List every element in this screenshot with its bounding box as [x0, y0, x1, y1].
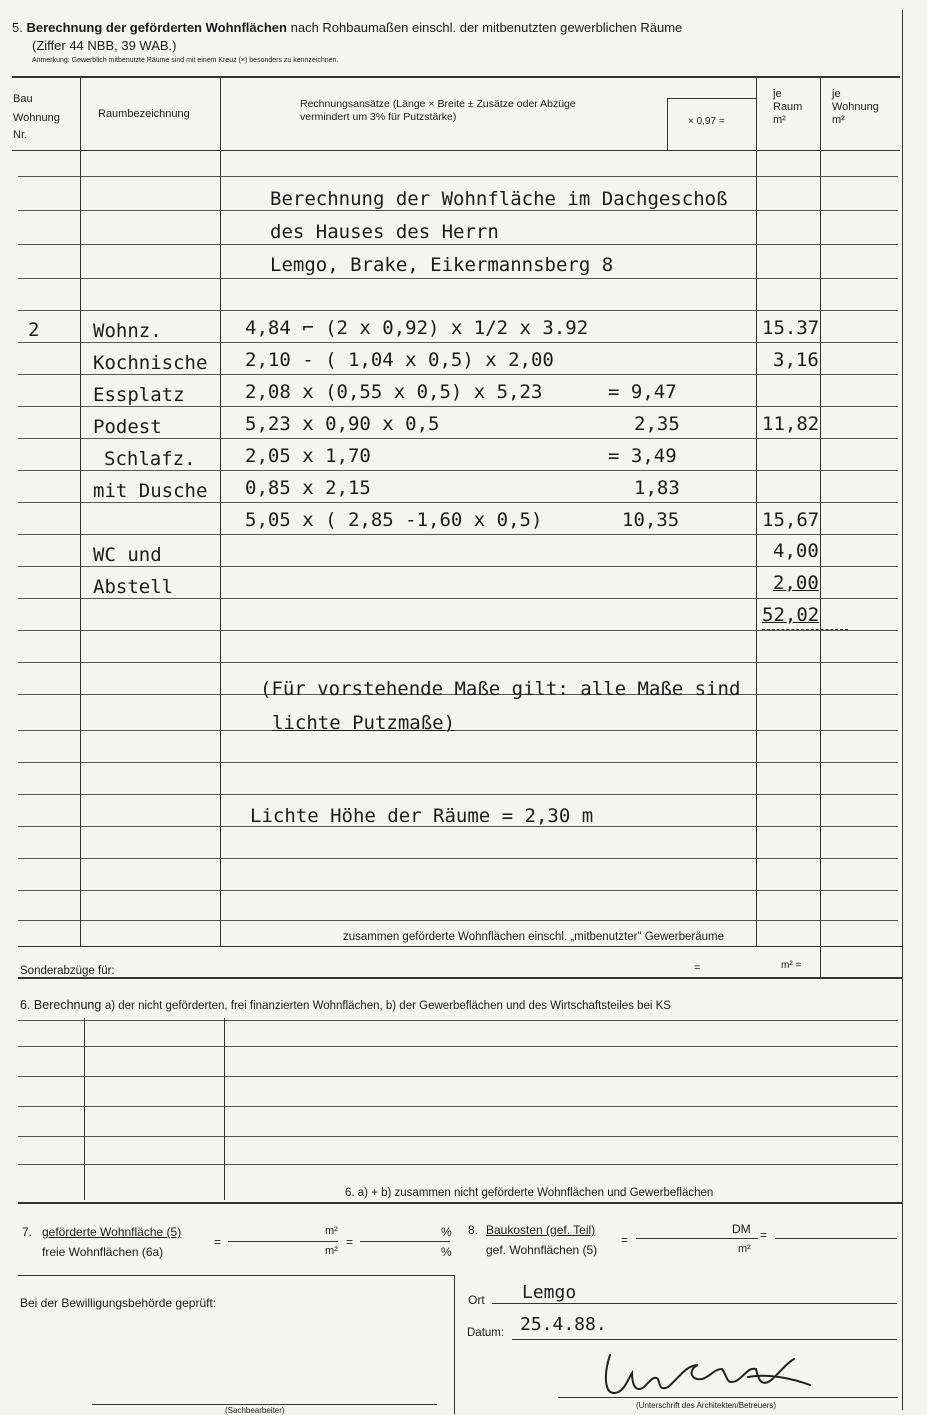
table-row-raum: 15,67: [762, 509, 820, 531]
heading-line2: des Hauses des Herrn: [270, 221, 499, 243]
table-row-room: Abstell: [93, 576, 174, 598]
table-row-line: [18, 730, 898, 731]
section7-eq2: =: [346, 1235, 354, 1249]
sachbearbeiter-label: (Sachbearbeiter): [225, 1406, 285, 1415]
table-row-line: [18, 858, 898, 859]
col-header-je-raum-line3: m²: [773, 114, 786, 126]
ort-label: Ort: [468, 1293, 485, 1307]
table-row-line: [18, 630, 898, 631]
col-header-je-raum-line1: je: [773, 88, 782, 100]
section7-m2-top: m²: [325, 1225, 338, 1237]
table-row-line: [18, 342, 898, 343]
table-bottom-line: [18, 946, 902, 947]
table-row-room: Kochnische: [93, 352, 208, 374]
table-row-raum: 11,82: [762, 413, 820, 435]
datum-value: 25.4.88.: [520, 1314, 607, 1335]
page-right-edge: [902, 10, 903, 1410]
section7-pct-top: %: [441, 1225, 452, 1239]
table-row-room: WC und: [93, 544, 162, 566]
table-row-line: [18, 470, 898, 471]
signature-line: [558, 1397, 898, 1398]
section7-pct-bottom: %: [441, 1245, 452, 1259]
ort-line: [492, 1303, 897, 1304]
section5-note: Anmerkung: Gewerblich mitbenutzte Räume sind mit einem Kreuz (×) besonders zu kennzeichnen.: [32, 57, 339, 64]
section6-row-line: [18, 1136, 898, 1137]
total-double-underline: [762, 629, 848, 630]
table-row-calc: 4,84 ⌐ (2 x 0,92) x 1/2 x 3.92: [245, 317, 589, 339]
table-row-line: [18, 890, 898, 891]
section7-fraction-line2: [360, 1241, 450, 1242]
col-divider-raum: [220, 78, 221, 946]
section8-line1: Baukosten (gef. Teil): [486, 1223, 596, 1237]
notes-line1: (Für vorstehende Maße gilt: alle Maße sind: [260, 678, 741, 700]
table-row-raum: 4,00: [773, 540, 819, 562]
col-header-bau-line1: Bau: [13, 93, 33, 105]
section6-row-line: [18, 1164, 898, 1165]
table-row-calc: 5,05 x ( 2,85 -1,60 x 0,5): [245, 509, 543, 531]
col-header-bau-line3: Nr.: [13, 129, 28, 141]
table-row-raum: 3,16: [773, 349, 819, 371]
col-divider-je-raum: [820, 78, 821, 978]
table-row-room: Podest: [93, 416, 162, 438]
section6-row-line: [18, 1020, 898, 1021]
col-header-je-raum: [773, 88, 802, 127]
table-row-sub: = 9,47: [608, 381, 677, 403]
total-raum: 52,02: [762, 604, 820, 626]
heading-line3: Lemgo, Brake, Eikermannsberg 8: [270, 254, 614, 276]
heading-line1: Berechnung der Wohnfläche im Dachgeschoß: [270, 188, 728, 210]
unterschrift-label: (Unterschrift des Architekten/Betreuers): [636, 1401, 777, 1410]
table-row-line: [18, 598, 898, 599]
table-row-line: [18, 794, 898, 795]
col-header-je-wohnung: [832, 88, 879, 127]
section6-row-line: [18, 1046, 898, 1047]
table-row-raum: 15.37: [762, 317, 820, 339]
notes-line2: lichte Putzmaße): [272, 712, 456, 734]
section8-m2: m²: [738, 1243, 751, 1255]
table-row-calc: 2,08 x (0,55 x 0,5) x 5,23: [245, 381, 543, 403]
col-header-je-raum-line2: Raum: [773, 101, 803, 113]
table-row-line: [18, 534, 898, 535]
section5-title-bold: Berechnung der geförderten Wohnflächen: [26, 20, 287, 35]
signature-mark: [598, 1335, 828, 1403]
col-header-raum: Raumbezeichnung: [98, 108, 190, 120]
section8-number: 8.: [468, 1223, 479, 1237]
wohnung-number: 2: [28, 319, 40, 341]
s6-col-divider-bau: [84, 1018, 85, 1200]
table-row-line: [18, 374, 898, 375]
section8-eq1: =: [621, 1233, 629, 1247]
section8-dm: DM: [732, 1222, 751, 1236]
behoerde-label: Bei der Bewilligungsbehörde geprüft:: [20, 1296, 217, 1310]
section8-line2: gef. Wohnflächen (5): [486, 1243, 598, 1257]
section5-number: 5.: [12, 20, 23, 35]
table-row-calc: 0,85 x 2,15: [245, 477, 371, 499]
table-row-sub: 2,35: [634, 413, 680, 435]
section7-line2: freie Wohnflächen (6a): [42, 1245, 164, 1259]
col-header-bau: [13, 93, 60, 142]
table-row-sub: = 3,49: [608, 445, 677, 467]
table-row-calc: 2,05 x 1,70: [245, 445, 371, 467]
table-row-line: [18, 244, 898, 245]
section7-fraction-line1: [228, 1241, 338, 1242]
factor-box-top: [667, 98, 756, 99]
table-row-line: [18, 662, 898, 663]
table-row-raum: 2,00: [773, 572, 819, 594]
sonder-label: Sonderabzüge für:: [20, 965, 115, 977]
s6-col-divider-raum: [224, 1018, 225, 1200]
col-header-rechnung-line1: Rechnungsansätze (Länge × Breite ± Zusätze oder Abzüge: [300, 98, 576, 110]
table-row-room: Essplatz: [93, 384, 185, 406]
footer-box-right: [454, 1275, 455, 1414]
col-divider-bau: [80, 78, 81, 946]
datum-label: Datum:: [467, 1327, 505, 1339]
table-row-line: [18, 210, 898, 211]
table-row-line: [18, 406, 898, 407]
section6-sum-label: 6. a) + b) zusammen nicht geförderte Wohnflächen und Gewerbeflächen: [345, 1187, 714, 1199]
section6-bottom-line: [18, 1202, 902, 1204]
header-bottom-line: [12, 150, 900, 151]
col-header-je-wohnung-line1: je: [832, 88, 841, 100]
section6-number: 6.: [20, 998, 31, 1012]
table-top-line: [12, 76, 900, 78]
table-row-line: [18, 566, 898, 567]
footer-box-top: [18, 1275, 454, 1276]
table-row-line: [18, 762, 898, 763]
table-row-sub: 10,35: [622, 509, 680, 531]
col-header-rechnung-line2: vermindert um 3% für Putzstärke): [300, 111, 457, 123]
section6-row-line: [18, 1106, 898, 1107]
table-row-line: [18, 920, 898, 921]
section7-number: 7.: [22, 1225, 33, 1239]
section6-title-bold: Berechnung: [33, 998, 102, 1012]
factor-box-left: [667, 98, 668, 150]
table-row-line: [18, 502, 898, 503]
table-row-line: [18, 310, 898, 311]
section6-row-line: [18, 1076, 898, 1077]
section8-fraction-line: [636, 1238, 758, 1239]
section8-result-line: [775, 1238, 897, 1239]
table-row-line: [18, 278, 898, 279]
sachbearbeiter-line: [92, 1404, 437, 1405]
notes-height: Lichte Höhe der Räume = 2,30 m: [250, 805, 594, 827]
col-divider-rechnung: [756, 78, 757, 946]
table-row-line: [18, 176, 898, 177]
zusammen-label: zusammen geförderte Wohnflächen einschl. „mitbenutzter" Gewerberäume: [343, 931, 724, 943]
ort-value: Lemgo: [522, 1282, 577, 1303]
col-header-factor: × 0,97 =: [688, 116, 725, 127]
sonder-line: [18, 977, 902, 979]
section8-eq2: =: [760, 1228, 768, 1242]
table-row-calc: 2,10 - ( 1,04 x 0,5) x 2,00: [245, 349, 554, 371]
table-row-line: [18, 438, 898, 439]
table-row-room: mit Dusche: [93, 480, 208, 502]
sonder-eq: =: [694, 962, 701, 974]
section6-title-rest: a) der nicht geförderten, frei finanzierten Wohnflächen, b) der Gewerbeflächen und des Wirtschaftsteiles bei KS: [104, 1000, 671, 1012]
col-header-je-wohnung-line3: m²: [832, 114, 845, 126]
section5-subtitle: (Ziffer 44 NBB, 39 WAB.): [32, 38, 177, 53]
sonder-m2-eq: m² =: [781, 960, 802, 971]
table-row-room: Schlafz.: [104, 448, 196, 470]
table-row-calc: 5,23 x 0,90 x 0,5: [245, 413, 440, 435]
section7-eq1: =: [214, 1235, 222, 1249]
table-row-room: Wohnz.: [93, 320, 162, 342]
col-header-je-wohnung-line2: Wohnung: [832, 101, 879, 113]
section5-title-rest: nach Rohbaumaßen einschl. der mitbenutzten gewerblichen Räume: [290, 20, 683, 35]
section5-title: [12, 20, 682, 35]
section7-line1: geförderte Wohnfläche (5): [42, 1225, 182, 1239]
col-header-bau-line2: Wohnung: [13, 112, 60, 124]
table-row-sub: 1,83: [634, 477, 680, 499]
section7-m2-bottom: m²: [325, 1245, 338, 1257]
section6-title: [20, 998, 671, 1012]
col-header-rechnung: [300, 98, 576, 124]
